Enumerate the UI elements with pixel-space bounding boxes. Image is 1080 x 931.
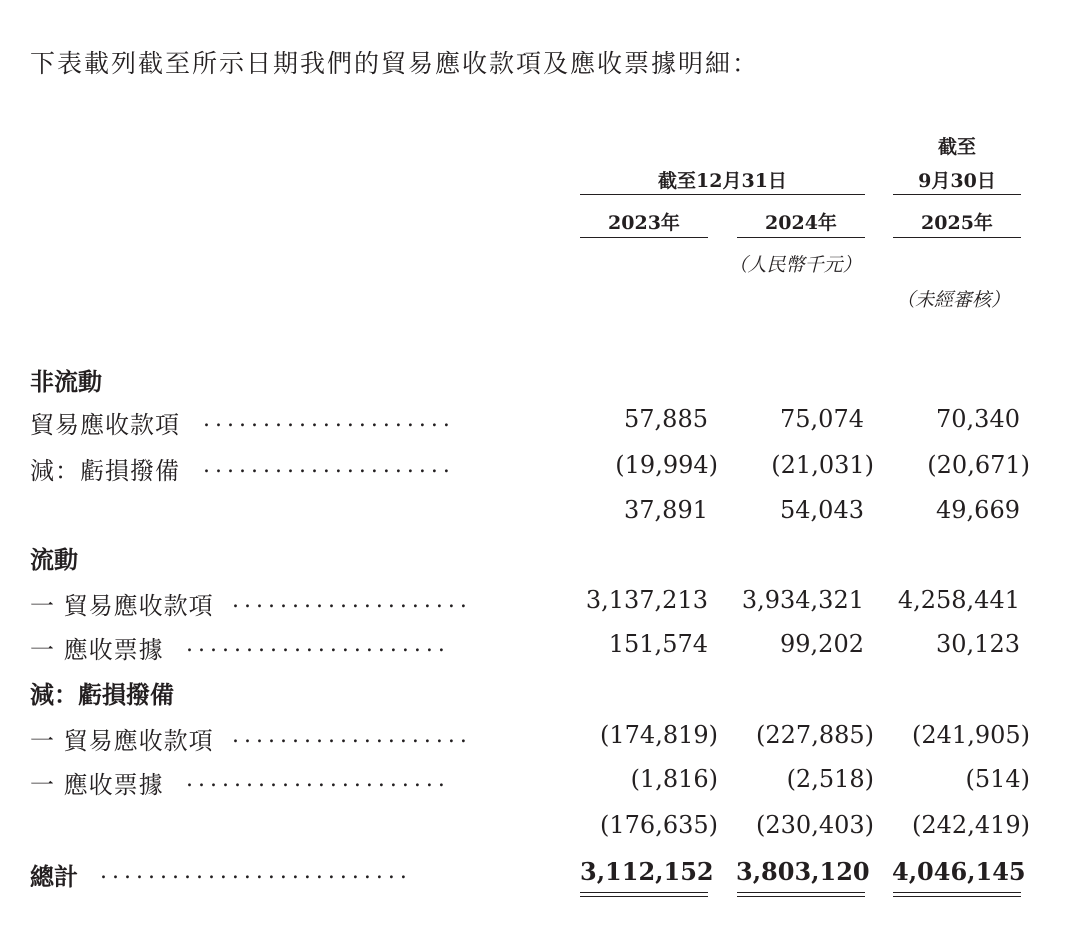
dot-leader: ..................... bbox=[203, 407, 455, 432]
header-group-rule bbox=[580, 194, 865, 195]
total-double-rule bbox=[580, 892, 708, 897]
header-year-2023: 2023年 bbox=[608, 212, 680, 234]
dot-leader: .......................... bbox=[100, 859, 412, 884]
row-label: 一 貿易應收款項 bbox=[30, 727, 214, 755]
cell-2023: 37,891 bbox=[624, 496, 708, 524]
total-double-rule bbox=[737, 892, 865, 897]
cell-2025: (20,671) bbox=[927, 451, 1030, 479]
section-heading: 非流動 bbox=[30, 367, 102, 396]
cell-2023: (176,635) bbox=[600, 811, 718, 839]
cell-2024: (21,031) bbox=[771, 451, 874, 479]
row-label: 一 貿易應收款項 bbox=[30, 592, 214, 620]
cell-2023: (174,819) bbox=[600, 721, 718, 749]
header-year-2024: 2024年 bbox=[765, 212, 837, 234]
cell-2024: (230,403) bbox=[756, 811, 874, 839]
cell-2025: 4,258,441 bbox=[897, 586, 1020, 614]
dot-leader: ...................... bbox=[186, 632, 450, 657]
row-label: 減：虧損撥備 bbox=[30, 457, 180, 485]
header-year-rule-2025 bbox=[893, 237, 1021, 238]
cell-2024: 99,202 bbox=[780, 630, 864, 658]
cell-2025: 30,123 bbox=[936, 630, 1020, 658]
header-year-2025: 2025年 bbox=[921, 212, 993, 234]
cell-2023: 3,112,152 bbox=[580, 857, 714, 886]
cell-2025: 4,046,145 bbox=[892, 857, 1026, 886]
cell-2025: (242,419) bbox=[912, 811, 1030, 839]
cell-2024: (227,885) bbox=[756, 721, 874, 749]
header-group-label: 截至12月31日 bbox=[658, 170, 787, 192]
dot-leader: ...................... bbox=[186, 767, 450, 792]
cell-2024: 3,934,321 bbox=[741, 586, 864, 614]
cell-2023: (1,816) bbox=[630, 765, 718, 793]
cell-2025: 70,340 bbox=[936, 405, 1020, 433]
cell-2023: 3,137,213 bbox=[585, 586, 708, 614]
cell-2024: (2,518) bbox=[786, 765, 874, 793]
dot-leader: .................... bbox=[232, 723, 472, 748]
header-sep-label-line1: 截至 bbox=[937, 136, 976, 158]
cell-2025: (514) bbox=[965, 765, 1030, 793]
header-year-rule-2024 bbox=[737, 237, 865, 238]
row-label: 貿易應收款項 bbox=[30, 411, 180, 439]
header-sep-rule bbox=[893, 194, 1021, 195]
cell-2023: 151,574 bbox=[608, 630, 708, 658]
row-label: 總計 bbox=[30, 862, 78, 891]
cell-2023: (19,994) bbox=[615, 451, 718, 479]
dot-leader: ..................... bbox=[203, 453, 455, 478]
cell-2025: 49,669 bbox=[936, 496, 1020, 524]
cell-2024: 75,074 bbox=[780, 405, 864, 433]
row-label: 一 應收票據 bbox=[30, 771, 164, 799]
total-double-rule bbox=[893, 892, 1021, 897]
intro-text: 下表載列截至所示日期我們的貿易應收款項及應收票據明細： bbox=[30, 49, 760, 78]
header-sep-label-line2: 9月30日 bbox=[918, 170, 996, 192]
cell-2024: 54,043 bbox=[780, 496, 864, 524]
cell-2023: 57,885 bbox=[624, 405, 708, 433]
section-heading: 減：虧損撥備 bbox=[30, 680, 174, 709]
unaudited-note: （未經審核） bbox=[895, 289, 1010, 311]
cell-2025: (241,905) bbox=[912, 721, 1030, 749]
section-heading: 流動 bbox=[30, 545, 78, 574]
unit-note: （人民幣千元） bbox=[728, 254, 862, 276]
cell-2024: 3,803,120 bbox=[736, 857, 870, 886]
dot-leader: .................... bbox=[232, 588, 472, 613]
header-year-rule-2023 bbox=[580, 237, 708, 238]
row-label: 一 應收票據 bbox=[30, 636, 164, 664]
